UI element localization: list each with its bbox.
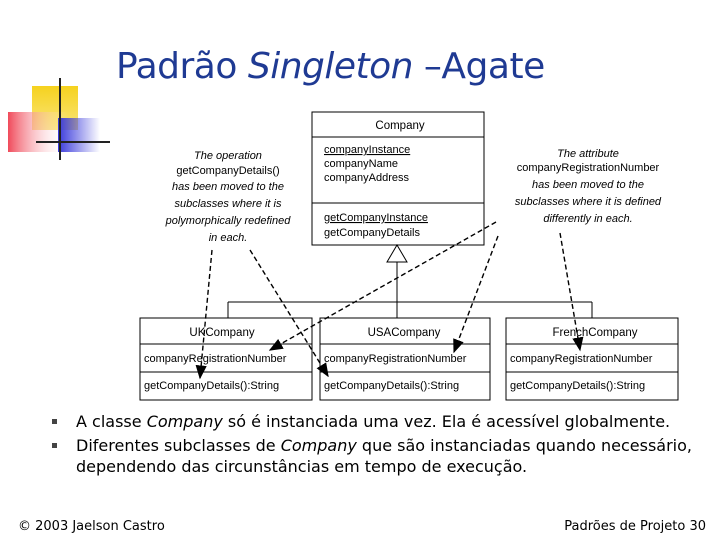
svg-text:has been moved to the: has been moved to the [172, 181, 284, 193]
svg-text:differently in each.: differently in each. [543, 213, 633, 225]
company-op-1: getCompanyDetails [324, 227, 420, 239]
company-class-name: Company [375, 120, 425, 132]
svg-text:companyRegistrationNumber: companyRegistrationNumber [516, 162, 660, 174]
company-class-box [312, 112, 484, 245]
svg-text:in each.: in each. [208, 232, 248, 244]
svg-text:subclasses where it is: subclasses where it is [174, 198, 282, 210]
svg-text:subclasses where it is defined: subclasses where it is defined [514, 196, 662, 208]
note-attribute-moved [515, 148, 662, 225]
svg-text:polymorphically redefined: polymorphically redefined [165, 215, 291, 227]
title-italic: Singleton [247, 46, 413, 87]
note-operation-moved [165, 150, 292, 244]
company-attr-2: companyAddress [324, 172, 409, 184]
frenchcompany-attr: companyRegistrationNumber [510, 353, 653, 365]
usacompany-name: USACompany [367, 327, 441, 339]
ukcompany-attr: companyRegistrationNumber [144, 353, 287, 365]
list-item: A classe Company só é instanciada uma vez. Ela é acessível globalmente. [52, 411, 702, 432]
usacompany-attr: companyRegistrationNumber [324, 353, 467, 365]
ukcompany-op: getCompanyDetails():String [144, 380, 280, 392]
bullet-square-icon [52, 419, 57, 424]
usacompany-op: getCompanyDetails():String [324, 380, 460, 392]
frenchcompany-class-box [506, 318, 678, 400]
company-attr-1: companyName [324, 158, 398, 170]
generalization-triangle [387, 245, 407, 262]
usacompany-class-box [320, 318, 490, 400]
svg-text:getCompanyDetails(): getCompanyDetails() [176, 165, 280, 177]
svg-text:The operation: The operation [194, 150, 262, 162]
company-attr-0: companyInstance [324, 144, 411, 156]
svg-text:has been moved to the: has been moved to the [532, 179, 644, 191]
frenchcompany-name: FrenchCompany [552, 327, 638, 339]
bullet-square-icon [52, 443, 57, 448]
footer-copyright: © 2003 Jaelson Castro [18, 519, 165, 534]
frenchcompany-op: getCompanyDetails():String [510, 380, 646, 392]
bullet-list [52, 411, 702, 480]
ukcompany-name: UKCompany [189, 327, 255, 339]
ukcompany-class-box [140, 318, 312, 400]
svg-text:The attribute: The attribute [557, 148, 619, 160]
company-op-0: getCompanyInstance [324, 212, 428, 224]
page-title: Padrão Singleton –Agate [116, 46, 545, 87]
footer-page-label: Padrões de Projeto 30 [564, 519, 706, 534]
list-item: Diferentes subclasses de Company que são instanciadas quando necessário, dependendo das circunstâncias em tempo de execução. [52, 435, 702, 477]
